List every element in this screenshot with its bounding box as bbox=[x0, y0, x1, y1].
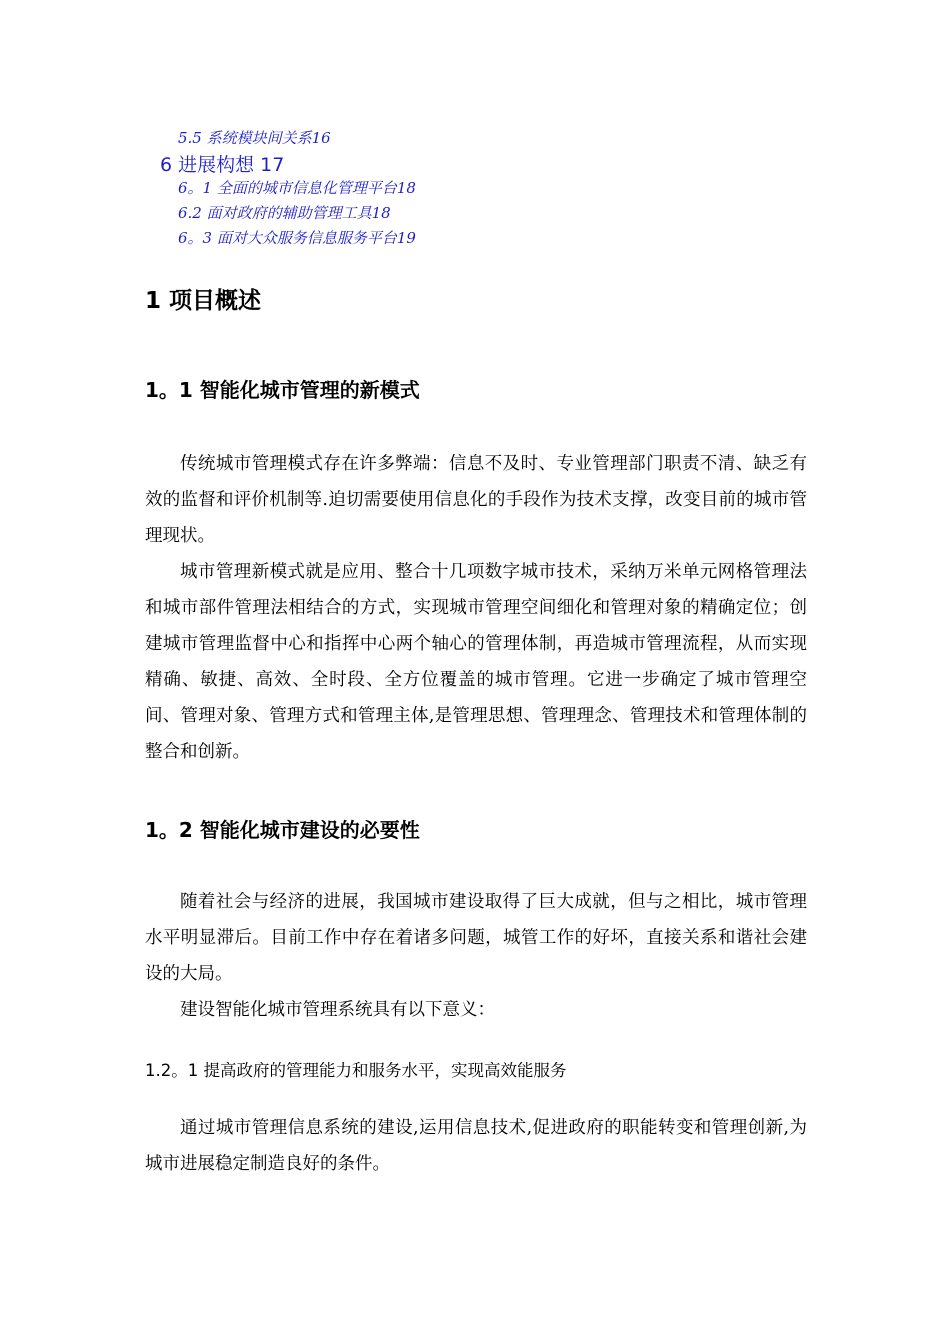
paragraph: 城市管理新模式就是应用、整合十几项数字城市技术，采纳万米单元网格管理法和城市部件管理法相结合的方式，实现城市管理空间细化和管理对象的精确定位；创建城市管理监督中心和指挥中心两个轴心的管理体制，再造城市管理流程，从而实现精确、敏捷、高效、全时段、全方位覆盖的城市管理。它进一步确定了城市管理空间、管理对象、管理方式和管理主体,是管理思想、管理理念、管理技术和管理体制的整合和创新。 bbox=[145, 562, 807, 762]
toc-link-6-2[interactable]: 6.2 面对政府的辅助管理工具18 bbox=[178, 204, 391, 222]
section-heading-1: 1 项目概述 bbox=[145, 288, 262, 314]
paragraph: 通过城市管理信息系统的建设,运用信息技术,促进政府的职能转变和管理创新,为城市进展稳定制造良好的条件。 bbox=[145, 1118, 807, 1174]
paragraph: 随着社会与经济的进展，我国城市建设取得了巨大成就，但与之相比，城市管理水平明显滞后。目前工作中存在着诸多问题，城管工作的好坏，直接关系和谐社会建设的大局。 bbox=[145, 892, 807, 984]
toc-link-6-1[interactable]: 6。1 全面的城市信息化管理平台18 bbox=[178, 179, 416, 197]
section-heading-1-2-1: 1.2。1 提高政府的管理能力和服务水平，实现高效能服务 bbox=[145, 1061, 567, 1080]
toc-link-6-3[interactable]: 6。3 面对大众服务信息服务平台19 bbox=[178, 229, 416, 247]
toc-link-6[interactable]: 6 进展构想 17 bbox=[160, 154, 285, 176]
section-heading-1-1: 1。1 智能化城市管理的新模式 bbox=[145, 378, 420, 402]
section-heading-1-2: 1。2 智能化城市建设的必要性 bbox=[145, 818, 420, 842]
toc-link-5-5[interactable]: 5.5 系统模块间关系16 bbox=[178, 129, 331, 147]
paragraph: 传统城市管理模式存在许多弊端：信息不及时、专业管理部门职责不清、缺乏有效的监督和评价机制等.迫切需要使用信息化的手段作为技术支撑，改变目前的城市管理现状。 bbox=[145, 454, 807, 546]
paragraph: 建设智能化城市管理系统具有以下意义： bbox=[180, 1000, 495, 1020]
